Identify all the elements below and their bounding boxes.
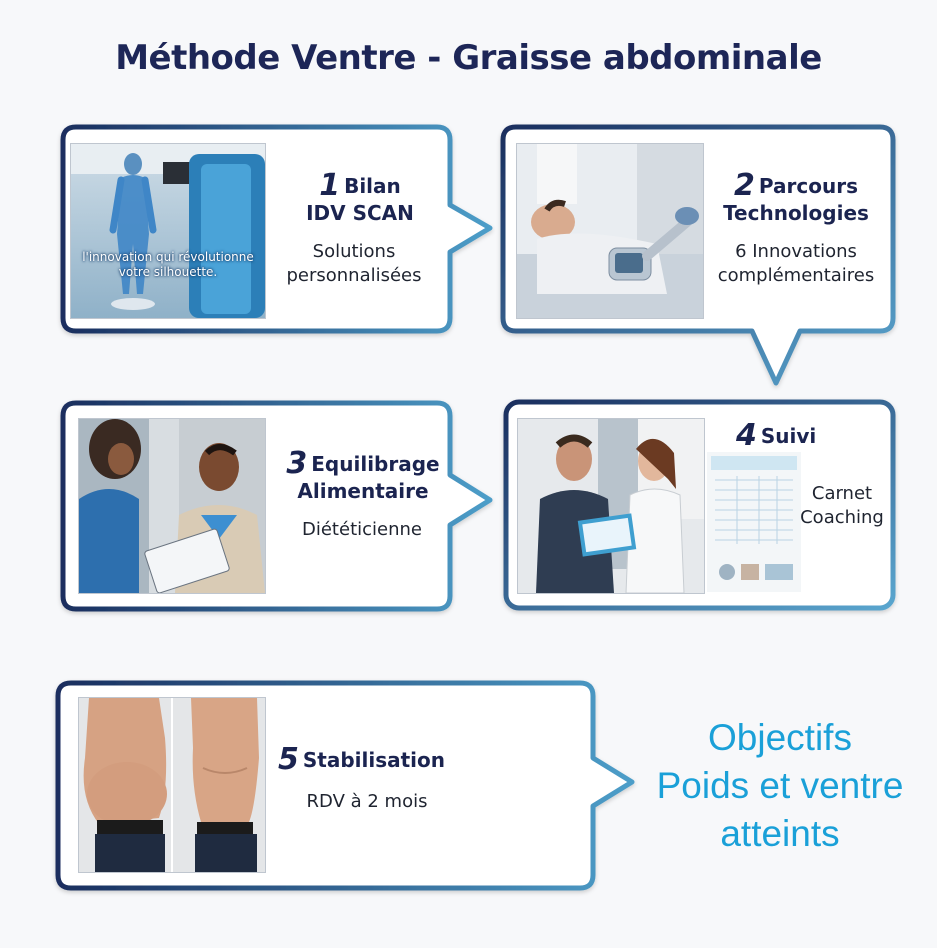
goal-text: Objectifs Poids et ventre atteints [656,717,904,854]
step-3-detail: Diététicienne [302,519,422,540]
step-3-heading: 3 Equilibrage Alimentaire [286,446,440,503]
step-3-number: 3 [286,446,308,481]
step-4-number: 4 [736,418,757,453]
step-4-detail: Carnet Coaching [800,483,884,528]
page-title: Méthode Ventre - Graisse abdominale [115,38,822,78]
step-5-number: 5 [278,742,299,777]
body-scan-image [70,143,266,319]
step-2-heading: 2 Parcours Technologies [723,168,869,225]
dietitian-consultation-image [78,418,266,594]
step-5-heading: 5 Stabilisation [278,742,446,777]
step-5-detail: RDV à 2 mois [306,791,428,812]
follow-up-consultation-image [517,418,705,594]
coaching-notebook-image [707,452,801,592]
step-1-detail: Solutions personnalisées [286,241,422,286]
step-4-heading: 4 Suivi [736,418,817,453]
step-1-number: 1 [319,168,341,203]
step-2-detail: 6 Innovations complémentaires [717,241,875,286]
technology-treatment-image [516,143,704,319]
step-1-heading: 1 Bilan IDV SCAN [306,168,414,225]
body-scan-caption: l'innovation qui révolutionne votre silhouette. [82,250,254,279]
step-2-number: 2 [734,168,755,203]
before-after-image [78,697,266,873]
